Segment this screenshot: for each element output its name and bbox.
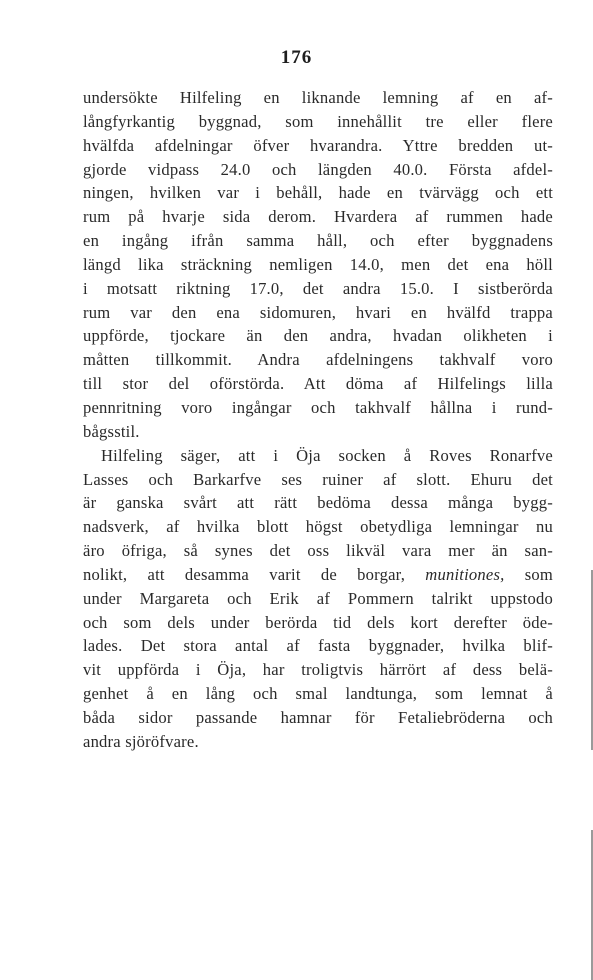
text-line: Hilfeling säger, att i Öja socken å Roves Ronarfve <box>101 445 553 465</box>
text-line: nadsverk, af hvilka blott högst obetydliga lemningar nu <box>83 517 553 537</box>
text-line-with-italic <box>83 563 553 587</box>
text-line: hvälfda afdelningar öfver hvarandra. Yttre bredden ut- <box>83 135 553 155</box>
text-line: pennritning voro ingångar och takhvalf hållna i rund- <box>83 397 553 417</box>
text-line: båda sidor passande hamnar för Fetaliebröderna och <box>83 707 553 727</box>
text-line: måtten tillkommit. Andra afdelningens takhvalf voro <box>83 350 553 370</box>
text-line: gjorde vidpass 24.0 och längden 40.0. Första afdel- <box>83 159 553 179</box>
text-line: genhet å en lång och smal landtunga, som lemnat å <box>83 684 553 704</box>
text-line: en ingång ifrån samma håll, och efter byggnadens <box>83 231 553 251</box>
text-segment: nolikt, att desamma varit de borgar, <box>83 564 426 584</box>
text-line: är ganska svårt att rätt bedöma dessa många bygg- <box>83 493 553 513</box>
text-line: till stor del oförstörda. Att döma af Hilfelings lilla <box>83 374 553 394</box>
text-line: Lasses och Barkarfve ses ruiner af slott. Ehuru det <box>83 469 553 489</box>
text-line: andra sjöröfvare. <box>83 731 199 751</box>
body-text <box>83 86 553 754</box>
text-line: vit uppförda i Öja, har troligtvis härrört af dess belä- <box>83 660 553 680</box>
text-line: undersökte Hilfeling en liknande lemning af en af- <box>83 88 553 107</box>
text-line: rum på hvarje sida derom. Hvardera af rummen hade <box>83 207 553 227</box>
text-line: under Margareta och Erik af Pommern talrikt uppstodo <box>83 588 553 608</box>
italic-term: munitiones, <box>425 564 505 584</box>
text-line: och som dels under berörda tid dels kort derefter öde- <box>83 612 553 632</box>
text-segment: som <box>504 564 553 584</box>
page-number: 176 <box>280 47 313 68</box>
text-line: rum var den ena sidomuren, hvari en hvälfd trappa <box>83 302 553 322</box>
text-line: bågsstil. <box>83 421 140 441</box>
text-line: i motsatt riktning 17.0, det andra 15.0. I sistberörda <box>83 278 553 298</box>
text-line: uppförde, tjockare än den andra, hvadan olikheten i <box>83 326 553 346</box>
text-line: lades. Det stora antal af fasta byggnader, hvilka blif- <box>83 636 553 656</box>
text-line: äro öfriga, så synes det oss likväl vara mer än san- <box>83 541 553 561</box>
text-line: längd lika sträckning nemligen 14.0, men det ena höll <box>83 254 553 274</box>
text-line: långfyrkantig byggnad, som innehållit tre eller flere <box>83 111 553 131</box>
text-line: ningen, hvilken var i behåll, hade en tvärvägg och ett <box>83 183 553 203</box>
